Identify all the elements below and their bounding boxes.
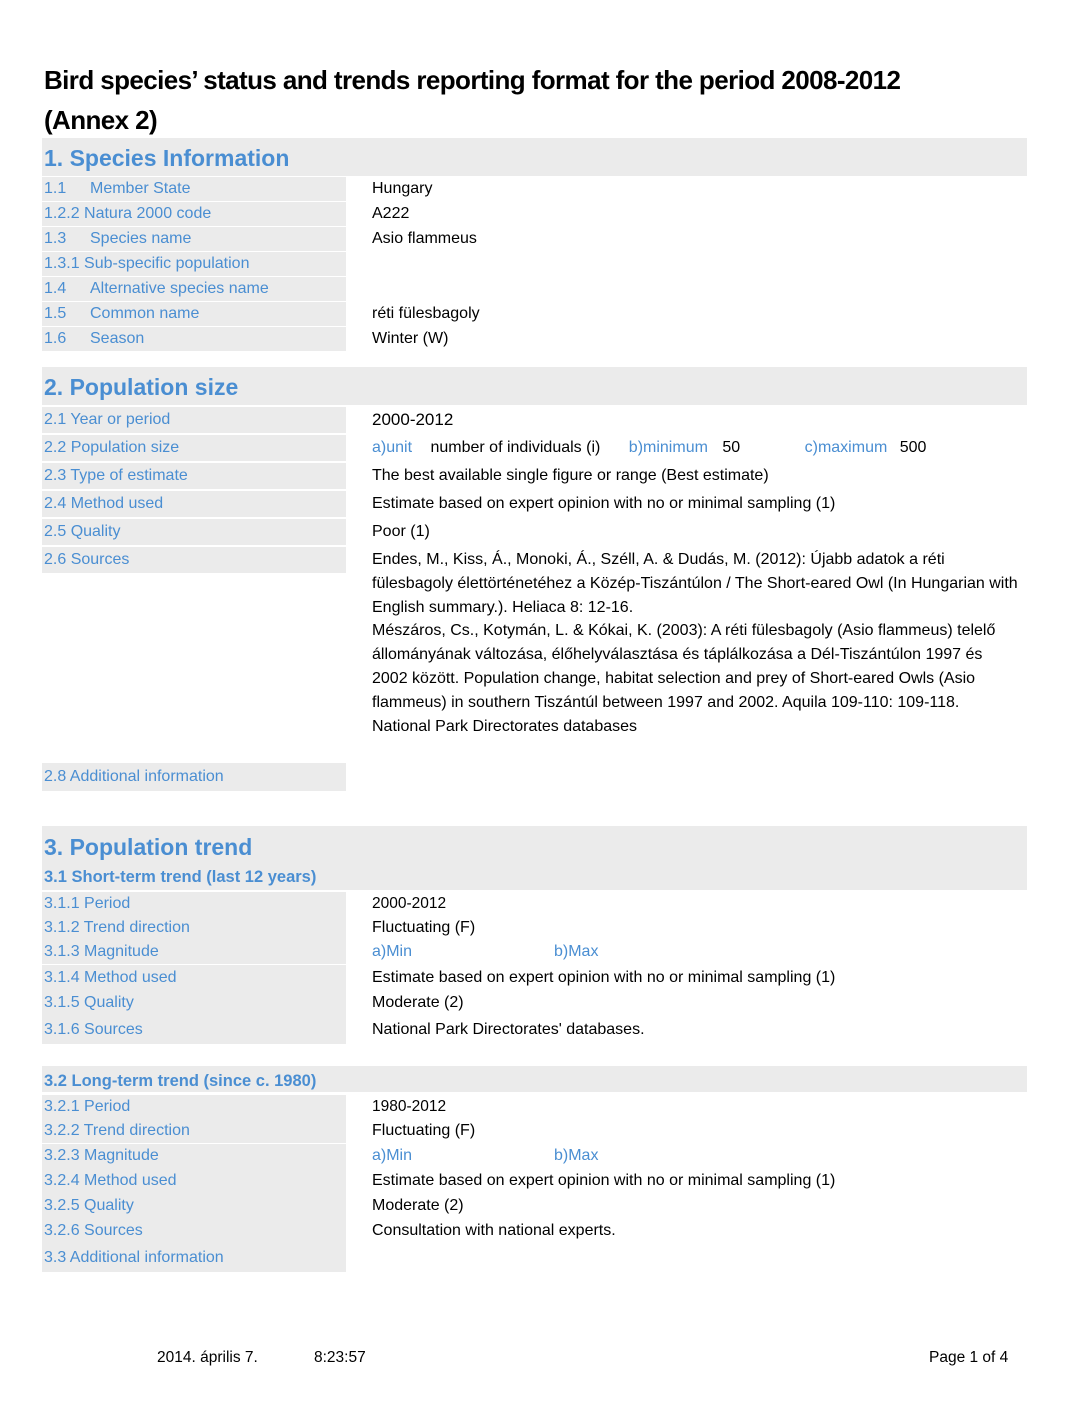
document-title-line-1: Bird species’ status and trends reporting format for the period 2008-2012 <box>44 65 901 95</box>
unit-label: a)unit <box>372 439 413 456</box>
long-term-trend-header: 3.2 Long-term trend (since c. 1980) <box>42 1066 1027 1092</box>
footer-time: 8:23:57 <box>314 1349 366 1366</box>
year-period-value: 2000-2012 <box>372 410 454 429</box>
source-entry: Mészáros, Cs., Kotymán, L. & Kókai, K. (2003): A réti fülesbagoly (Asio flammeus) telelő állományának változása, élőhelyválasztása és táplálkozása a Dél-Tiszántúlon 1997 és 2002 között. Population change, habitat selection and prey of Short-eared Owls (Asio flammeus) in southern Tiszántúl between 1997 and 2002. Aquila 109-110: 109-118. <box>372 622 996 711</box>
long-sources-value: Consultation with national experts. <box>372 1222 616 1239</box>
minimum-label: b)minimum <box>628 439 708 456</box>
season-value: Winter (W) <box>372 330 449 347</box>
unit-value: number of individuals (i) <box>430 439 601 456</box>
natura-code-label: 1.2.2 Natura 2000 code <box>42 202 346 226</box>
document-title-line-2: (Annex 2) <box>44 105 158 135</box>
method-used-label: 2.4 Method used <box>42 491 346 517</box>
short-period-value: 2000-2012 <box>372 895 447 912</box>
long-trend-direction-label: 3.2.2 Trend direction <box>42 1119 346 1143</box>
section-2-header: 2. Population size <box>42 367 1027 405</box>
long-period-value: 1980-2012 <box>372 1098 447 1115</box>
minimum-value: 50 <box>722 439 741 456</box>
footer-date: 2014. április 7. <box>157 1349 258 1366</box>
maximum-label: c)maximum <box>804 439 888 456</box>
short-trend-direction-label: 3.1.2 Trend direction <box>42 916 346 940</box>
trend-additional-information-label: 3.3 Additional information <box>42 1244 346 1272</box>
quality-value: Poor (1) <box>372 523 430 540</box>
maximum-value: 500 <box>899 439 927 456</box>
long-period-label: 3.2.1 Period <box>42 1095 346 1119</box>
short-term-trend-header: 3.1 Short-term trend (last 12 years) <box>42 864 1027 890</box>
short-trend-direction-value: Fluctuating (F) <box>372 919 476 936</box>
source-entry: National Park Directorates databases <box>372 717 638 735</box>
species-name-label: 1.3 Species name <box>42 227 346 251</box>
long-quality-value: Moderate (2) <box>372 1197 464 1214</box>
source-entry: Endes, M., Kiss, Á., Monoki, Á., Széll, A. & Dudás, M. (2012): Újabb adatok a réti fülesbagoly élettörténetéhez a Közép-Tiszántúlon / The Short-eared Owl (In Hungarian with English summary.). Heliaca 8: 12-16. <box>372 551 1018 616</box>
short-sources-value: National Park Directorates' databases. <box>372 1021 645 1038</box>
common-name-value: réti fülesbagoly <box>372 305 480 322</box>
common-name-label: 1.5 Common name <box>42 302 346 326</box>
long-method-label: 3.2.4 Method used <box>42 1168 346 1194</box>
population-size-values <box>372 435 926 461</box>
sources-list <box>372 548 1022 738</box>
long-quality-label: 3.2.5 Quality <box>42 1193 346 1219</box>
long-method-value: Estimate based on expert opinion with no or minimal sampling (1) <box>372 1172 836 1189</box>
member-state-value: Hungary <box>372 180 433 197</box>
type-of-estimate-label: 2.3 Type of estimate <box>42 463 346 489</box>
additional-information-label: 2.8 Additional information <box>42 763 346 791</box>
long-magnitude-max-label: b)Max <box>554 1147 599 1164</box>
short-method-value: Estimate based on expert opinion with no or minimal sampling (1) <box>372 969 836 986</box>
alternative-species-name-label: 1.4 Alternative species name <box>42 277 346 301</box>
short-magnitude-min-label: a)Min <box>372 943 413 960</box>
method-used-value: Estimate based on expert opinion with no or minimal sampling (1) <box>372 495 836 512</box>
long-magnitude-label: 3.2.3 Magnitude <box>42 1144 346 1168</box>
quality-label: 2.5 Quality <box>42 519 346 545</box>
short-magnitude-max-label: b)Max <box>554 943 599 960</box>
long-magnitude-min-label: a)Min <box>372 1147 413 1164</box>
species-name-value: Asio flammeus <box>372 230 477 247</box>
page-number: Page 1 of 4 <box>929 1349 1009 1366</box>
section-3-header: 3. Population trend <box>42 826 1027 864</box>
section-1-header: 1. Species Information <box>42 138 1027 176</box>
member-state-label: 1.1 Member State <box>42 177 346 201</box>
natura-code-value: A222 <box>372 205 410 222</box>
sub-specific-population-label: 1.3.1 Sub-specific population <box>42 252 346 276</box>
short-quality-value: Moderate (2) <box>372 994 464 1011</box>
short-quality-label: 3.1.5 Quality <box>42 990 346 1016</box>
sources-label: 2.6 Sources <box>42 547 346 573</box>
short-sources-label: 3.1.6 Sources <box>42 1016 346 1044</box>
long-sources-label: 3.2.6 Sources <box>42 1218 346 1244</box>
population-size-label: 2.2 Population size <box>42 435 346 461</box>
short-method-label: 3.1.4 Method used <box>42 965 346 991</box>
type-of-estimate-value: The best available single figure or range (Best estimate) <box>372 467 769 484</box>
document-title <box>44 60 1044 140</box>
season-label: 1.6 Season <box>42 327 346 351</box>
short-period-label: 3.1.1 Period <box>42 892 346 916</box>
short-magnitude-label: 3.1.3 Magnitude <box>42 940 346 964</box>
year-period-label: 2.1 Year or period <box>42 407 346 433</box>
long-trend-direction-value: Fluctuating (F) <box>372 1122 476 1139</box>
